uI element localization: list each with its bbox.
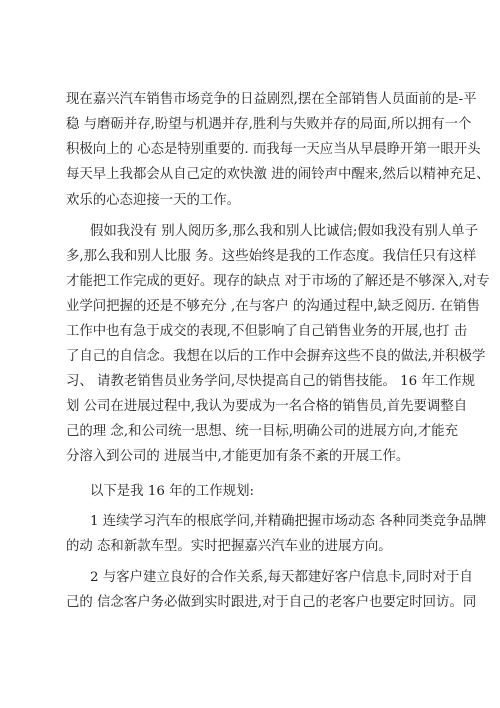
text-line: 才能把工作完成的更好。现存的缺点 对于市场的了解还是不够深入,对专 — [66, 274, 490, 289]
text-line: 积极向上的 心态是特别重要的. 而我每一天应当从早晨睁开第一眼开头 — [66, 142, 481, 157]
text-line: 以下是我 16 年的工作规划: — [90, 484, 254, 499]
text-line: 的动 态和新款车型。实时把握嘉兴汽车业的进展方向。 — [66, 539, 392, 554]
text-line: 多,那么我和别人比服 务。这些始终是我的工作态度。我信任只有这样 — [66, 249, 477, 264]
text-line: 1 连续学习汽车的根底学问,并精确把握市场动态 各种同类竞争品牌 — [90, 514, 487, 529]
text-line: 了自己的自信念。我想在以后的工作中会摒弃这些不良的做法,并积极学 — [66, 349, 486, 364]
text-line: 己的理 念,和公司统一思想、统一目标,明确公司的进展方向,才能充 — [66, 424, 458, 439]
text-line: 工作中也有急于成交的表现,不但影响了自己销售业务的开展,也打 击 — [66, 324, 468, 339]
text-line: 己的 信念客户务必做到实时跟进,对于自己的老客户也要定时回访。同 — [66, 595, 477, 610]
text-line: 业学问把握的还是不够充分 ,在与客户 的沟通过程中,缺乏阅历. 在销售 — [66, 299, 480, 314]
text-line: 欢乐的心态迎接一天的工作。 — [66, 193, 241, 208]
text-line: 每天早上我都会从自己定的欢快激 进的闹铃声中醒来,然后以精神充足、 — [66, 167, 490, 182]
text-line: 假如我没有 别人阅历多,那么我和别人比诚信;假如我没有别人单子 — [90, 224, 478, 239]
text-line: 习、 请教老销售员业务学问,尽快提高自己的销售技能。 16 年工作规 — [66, 374, 476, 389]
text-line: 稳 与磨砺并存,盼望与机遇并存,胜利与失败并存的局面,所以拥有一个 — [66, 117, 472, 132]
text-line: 现在嘉兴汽车销售市场竞争的日益剧烈,摆在全部销售人员面前的是-平 — [66, 92, 477, 107]
text-line: 分溶入到公司的 进展当中,才能更加有条不紊的开展工作。 — [66, 449, 410, 464]
text-line: 2 与客户建立良好的合作关系,每天都建好客户信息卡,同时对于自 — [90, 570, 473, 585]
text-line: 划 公司在进展过程中,我认为要成为一名合格的销售员,首先要调整自 — [66, 399, 468, 414]
